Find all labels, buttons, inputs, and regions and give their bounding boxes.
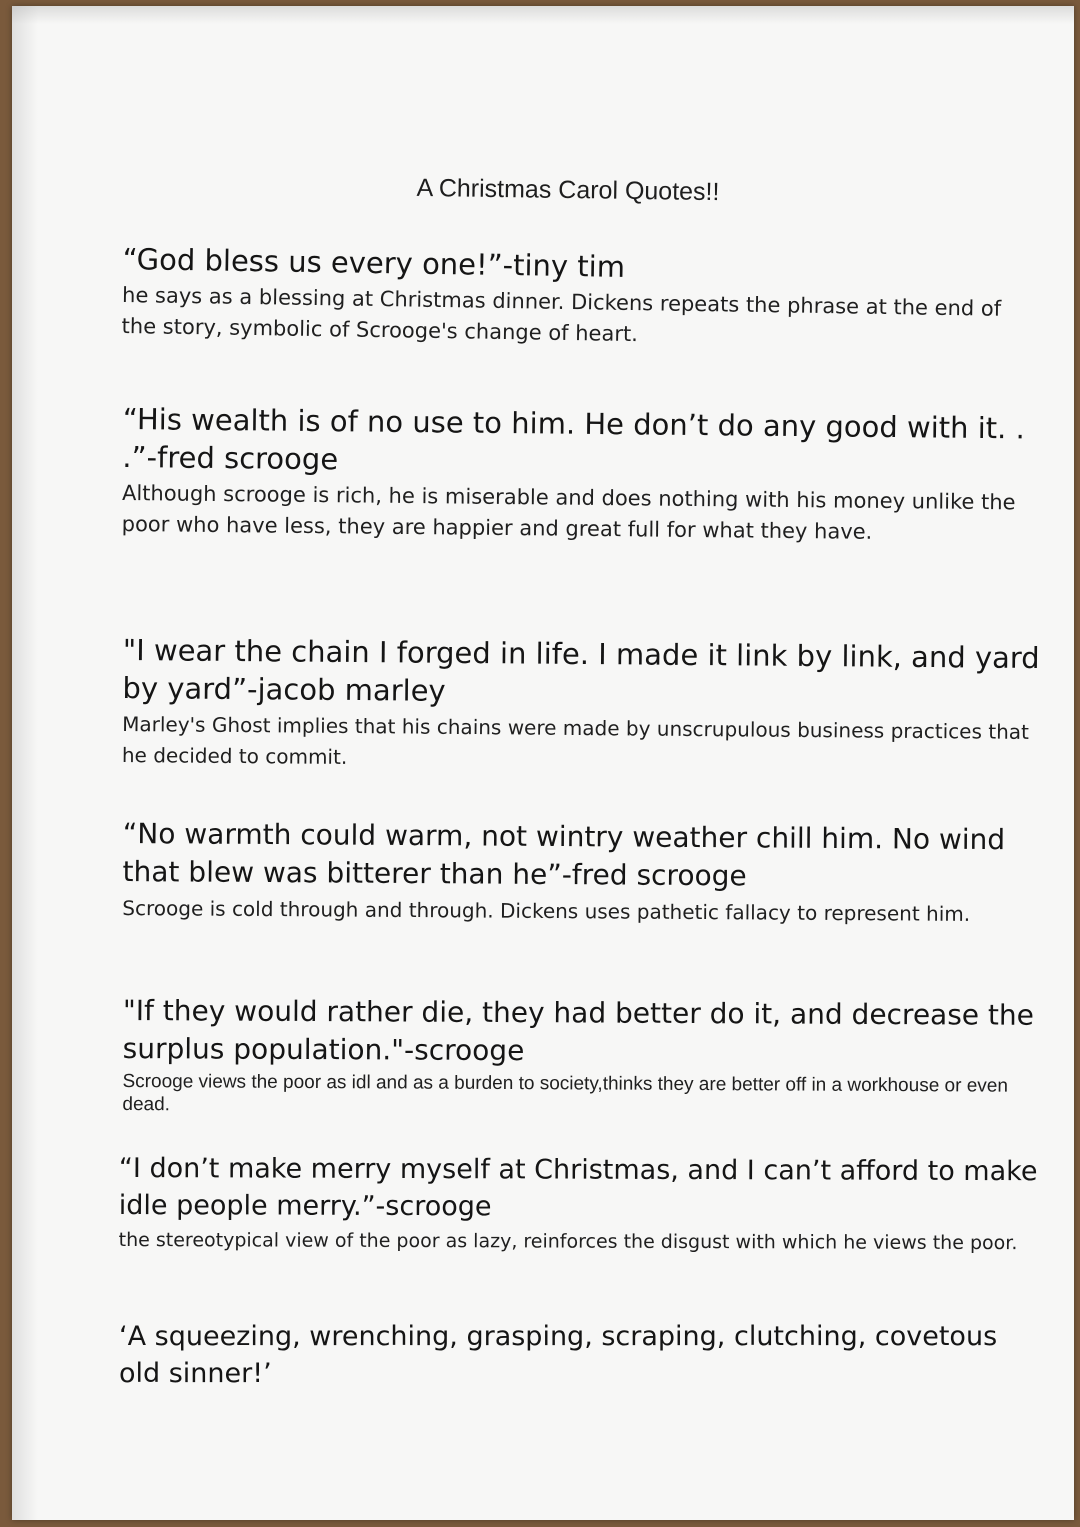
quote-text: "If they would rather die, they had better do it, and decrease the surplus population."-scrooge [122, 994, 1035, 1068]
quote-text: “God bless us every one!”-tiny tim [122, 241, 626, 284]
quote-text: “I don’t make merry myself at Christmas, and I can’t afford to make idle people merry.”-scrooge [118, 1153, 1038, 1223]
quote-text: ‘A squeezing, wrenching, grasping, scraping, clutching, covetous old sinner!’ [119, 1321, 998, 1389]
quote-text: “No warmth could warm, not wintry weather chill him. No wind that blew was bitterer than he”-fred scrooge [122, 816, 1006, 893]
quote-analysis: he says as a blessing at Christmas dinner. Dickens repeats the phrase at the end of the story, symbolic of Scrooge's change of heart. [121, 282, 1002, 347]
quote-analysis: Scrooge is cold through and through. Dickens uses pathetic fallacy to represent him. [122, 895, 971, 926]
quote-entry [122, 992, 1043, 1121]
quote-entry [121, 240, 1042, 356]
quote-text: “His wealth is of no use to him. He don’t do any good with it. . .”-fred scrooge [122, 401, 1025, 477]
quote-analysis: the stereotypical view of the poor as lazy, reinforces the disgust with which he views the poor. [118, 1228, 1018, 1255]
quote-text: "I wear the chain I forged in life. I made it link by link, and yard by yard”-jacob marley [122, 632, 1040, 708]
quote-analysis: Although scrooge is rich, he is miserable and does nothing with his money unlike the poor who have less, they are happier and great full for what they have. [121, 480, 1016, 544]
quote-entry [122, 400, 1058, 550]
quote-analysis: Scrooge views the poor as idl and as a burden to society,thinks they are better off in a workhouse or even dead. [122, 1070, 1008, 1116]
quote-analysis: Marley's Ghost implies that his chains were made by unscrupulous business practices that he decided to commit. [121, 711, 1030, 769]
page-title: A Christmas Carol Quotes!! [416, 173, 720, 207]
quote-entry [122, 631, 1043, 779]
quote-entry [119, 1318, 1039, 1392]
quote-entry [122, 815, 1043, 930]
quote-entry [119, 1150, 1039, 1258]
scan-shadow-left [12, 6, 38, 1520]
scan-shadow-top [12, 6, 1074, 24]
